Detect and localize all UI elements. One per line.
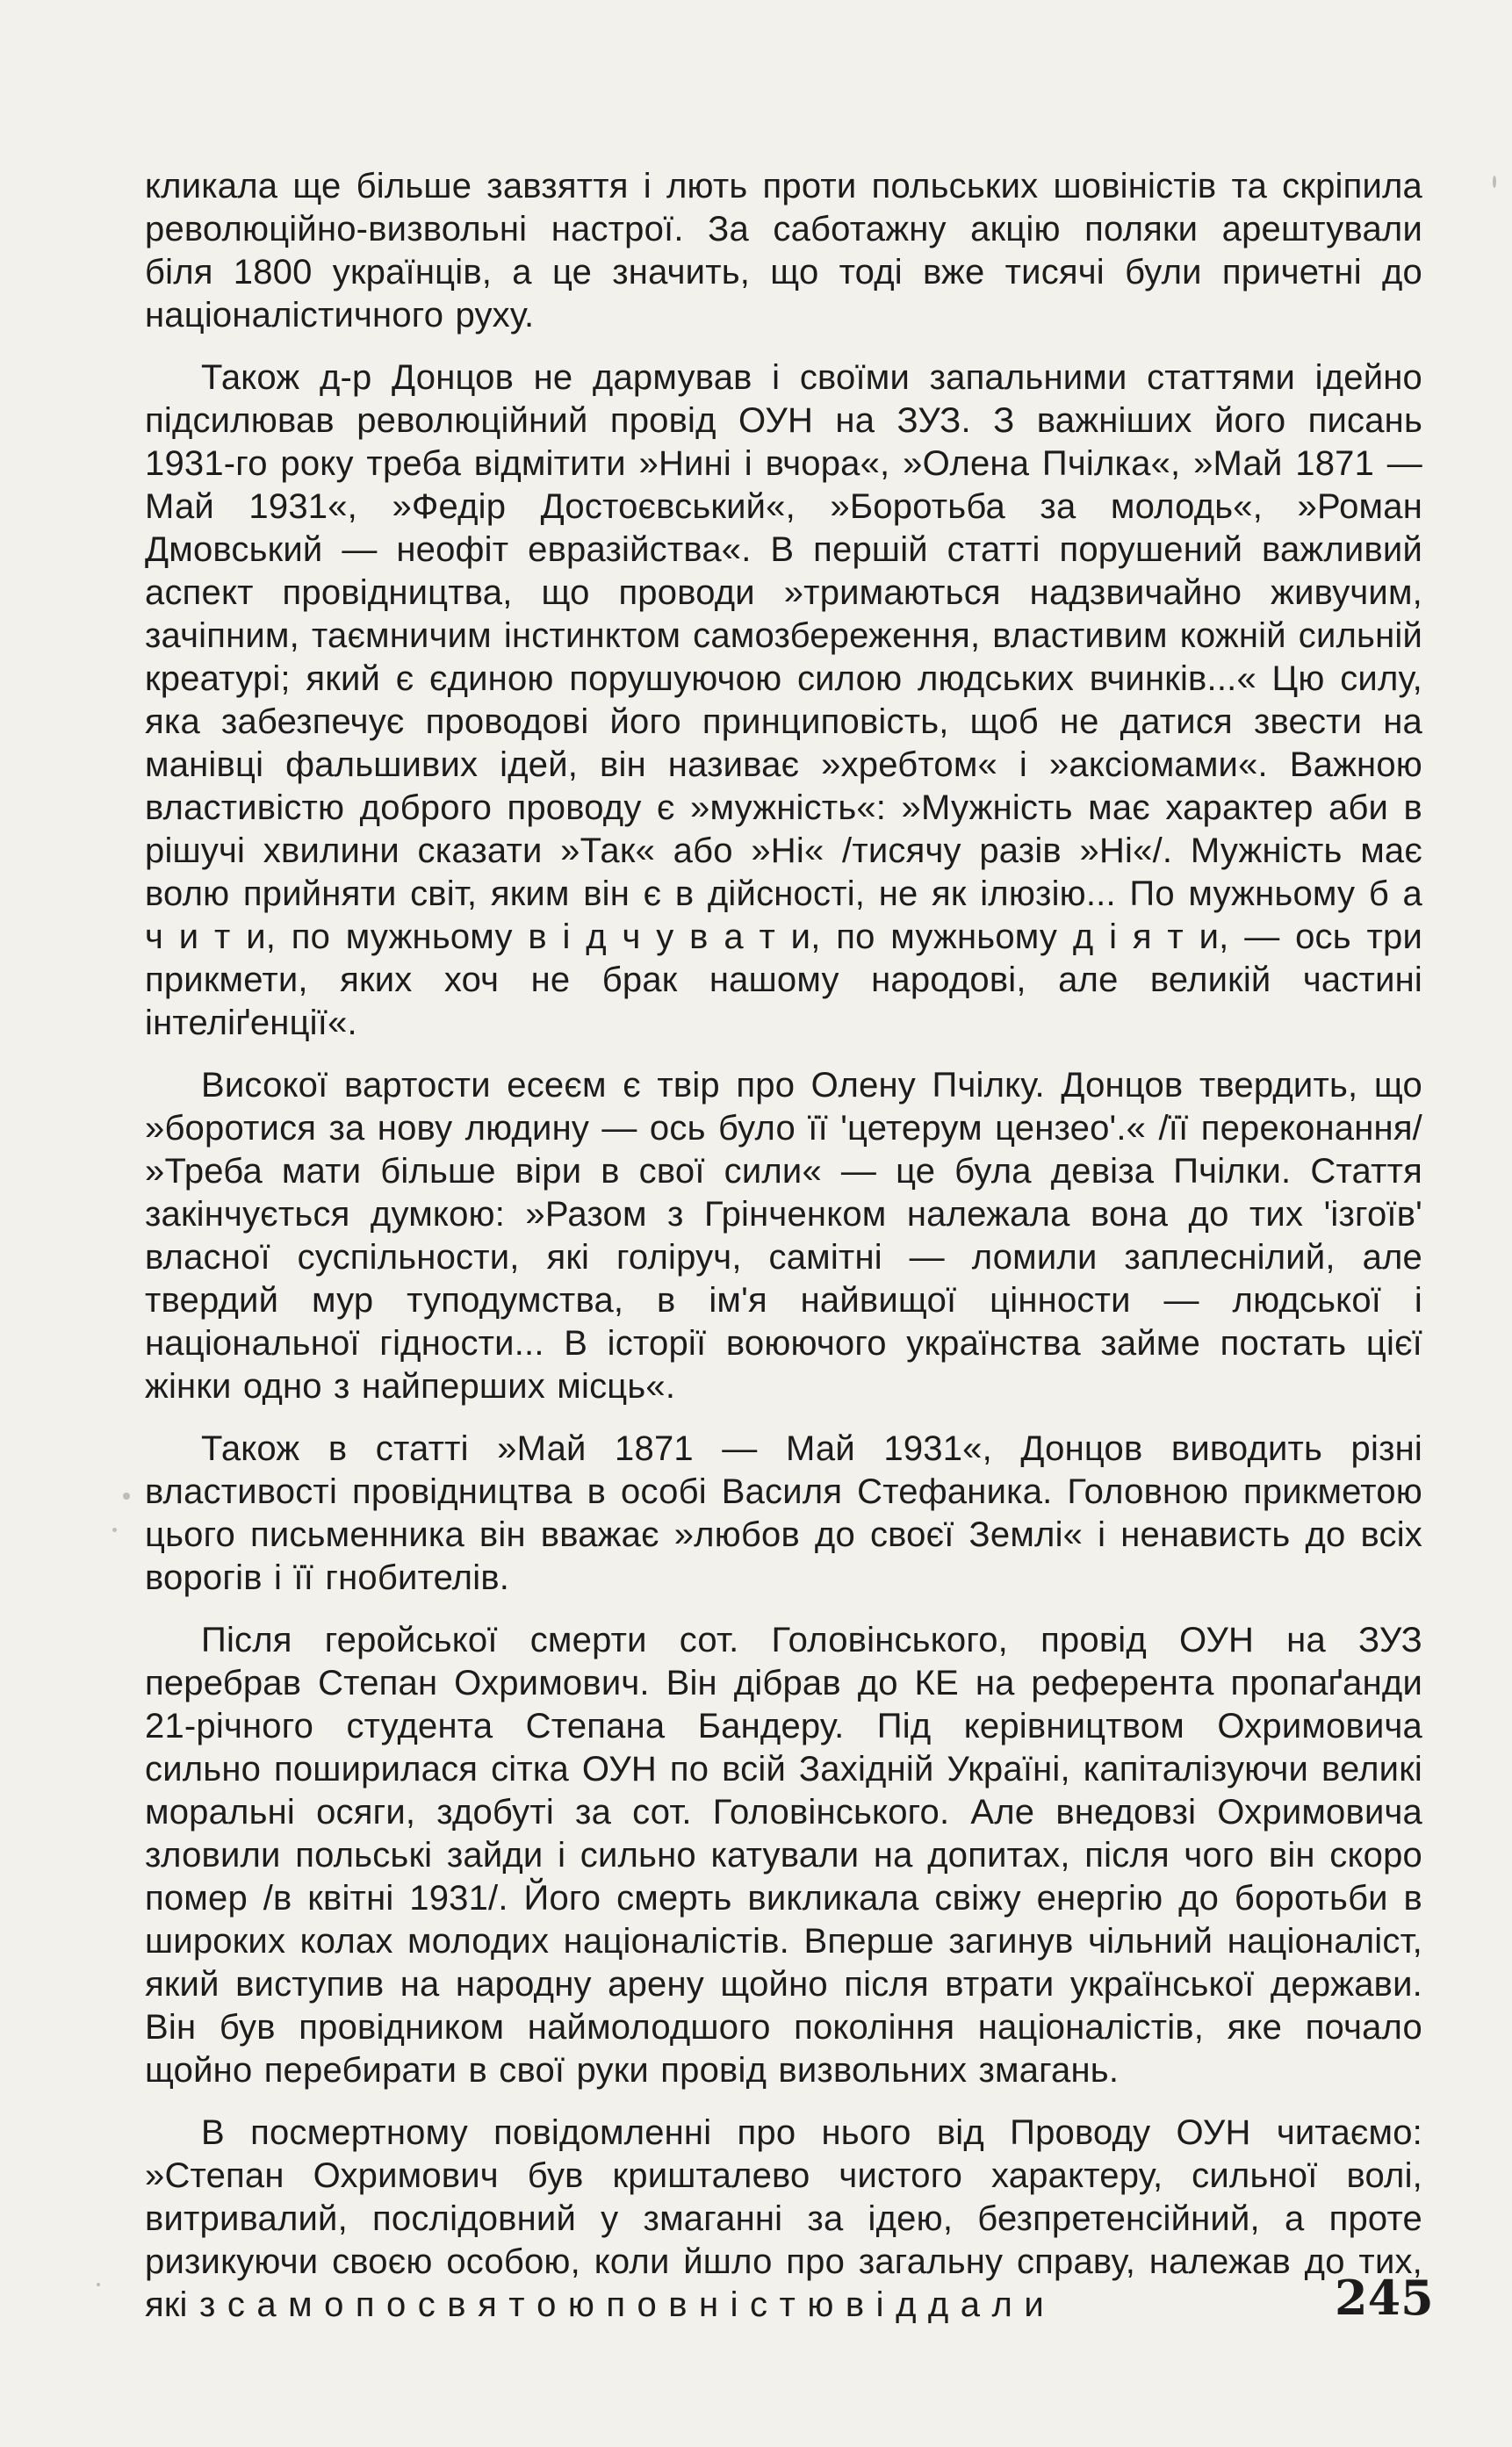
paragraph-6: В посмертному повідомленні про нього від Проводу ОУН читаємо: »Степан Охримович був кришталево чистого характеру, сильної волі, витривалий, послідовний у змаганні за ідею, безпретенсійний, а проте ризикуючи своєю особою, коли йшло про загальну справу, належав до тих, які з с а м о п о с в я т о ю п о в н і с т ю в і д д а л и bbox=[145, 2113, 1422, 2324]
scan-speck bbox=[97, 2283, 100, 2286]
page-number: 245 bbox=[1335, 2270, 1434, 2326]
scan-speck bbox=[1493, 176, 1496, 188]
page-text bbox=[145, 165, 1422, 2346]
paragraph-5: Після геройської смерти сот. Головінського, провід ОУН на ЗУЗ перебрав Степан Охримович. Він дібрав до КЕ на референта пропаґанди 21-річного студента Степана Бандеру. Під керівництвом Охримовича сильно поширилася сітка ОУН по всій Західній Україні, капіталізуючи великі моральні осяги, здобуті за сот. Головінського. Але внедовзі Охримовича зловили польські зайди і сильно катували на допитах, після чого він скоро помер /в квітні 1931/. Його смерть викликала свіжу енергію до боротьби в широких колах молодих націоналістів. Вперше загинув чільний націоналіст, який виступив на народну арену щойно після втрати української держави. Він був провідником наймолодшого покоління націоналістів, яке почало щойно перебирати в свої руки провід визвольних змагань. bbox=[145, 1621, 1422, 2090]
paragraph-1: кликала ще більше завзяття і лють проти польських шовіністів та скріпила революційно-визвольні настрої. За саботажну акцію поляки арештували біля 1800 українців, а це значить, що тоді вже тисячі були причетні до націоналістичного руху. bbox=[145, 167, 1422, 335]
scan-speck bbox=[123, 1493, 130, 1500]
paragraph-3: Високої вартости есеєм є твір про Олену Пчілку. Донцов твердить, що »боротися за нову людину — ось було її 'цетерум цензео'.« /її переконання/ »Треба мати більше віри в свої сили« — це була девіза Пчілки. Стаття закінчується думкою: »Разом з Грінченком належала вона до тих 'ізгоїв' власної суспільности, які голіруч, самітні — ломили заплеснілий, але твердий мур туподумства, в ім'я найвищої цінности — людської і національної гідности... В історії воюючого українства займе постать цієї жінки одно з найперших місць«. bbox=[145, 1066, 1422, 1406]
paragraph-2: Також д-р Донцов не дармував і своїми запальними статтями ідейно підсилював революційний провід ОУН на ЗУЗ. З важніших його писань 1931-го року треба відмітити »Нині і вчора«, »Олена Пчілка«, »Май 1871 — Май 1931«, »Федір Достоєвський«, »Боротьба за молодь«, »Роман Дмовський — неофіт евразійства«. В першій статті порушений важливий аспект провідництва, що проводи »тримаються надзвичайно живучим, зачіпним, таємничим інстинктом самозбереження, властивим кожній сильній креатурі; який є єдиною порушуючою силою людських вчинків...« Цю силу, яка забезпечує проводові його принциповість, щоб не датися звести на манівці фальшивих ідей, він називає »хребтом« і »аксіомами«. Важною властивістю доброго проводу є »мужність«: »Мужність має характер аби в рішучі хвилини сказати »Так« або »Ні« /тисячу разів »Ні«/. Мужність має волю прийняти світ, яким він є в дійсності, не як ілюзію... По мужньому б а ч и т и, по мужньому в і д ч у в а т и, по мужньому д і я т и, — ось три прикмети, яких хоч не брак нашому народові, але великій частині інтеліґенції«. bbox=[145, 358, 1422, 1042]
paragraph-4: Також в статті »Май 1871 — Май 1931«, Донцов виводить різні властивості провідництва в особі Василя Стефаника. Головною прикметою цього письменника він вважає »любов до своєї Землі« і ненависть до всіх ворогів і її гнобителів. bbox=[145, 1429, 1422, 1597]
scan-speck bbox=[112, 1528, 117, 1532]
